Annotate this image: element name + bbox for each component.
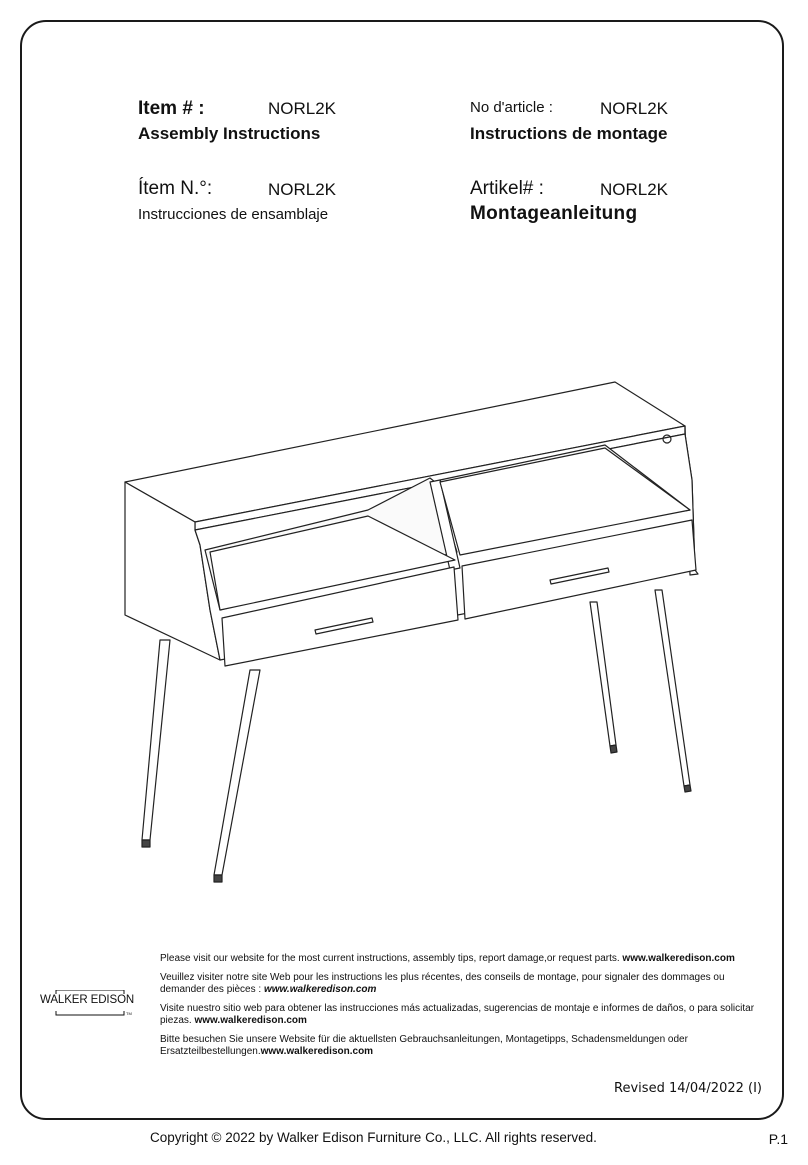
es-title: Instrucciones de ensamblaje: [138, 206, 329, 223]
website-link[interactable]: www.walkeredison.com: [263, 984, 377, 995]
de-item-label: Artikel# :: [470, 178, 544, 199]
logo-tm: TM: [126, 1011, 132, 1016]
note-de: [160, 1034, 766, 1058]
copyright-notice: Copyright © 2022 by Walker Edison Furniture Co., LLC. All rights reserved.: [150, 1130, 597, 1145]
item-value: NORL2K: [268, 99, 337, 118]
logo-text: WALKER EDISON: [40, 994, 135, 1006]
assembly-title: Assembly Instructions: [138, 124, 321, 143]
revision-date: Revised 14/04/2022 (I): [614, 1081, 762, 1096]
logo-bracket-icon: [40, 990, 140, 1020]
note-es: [160, 1003, 766, 1027]
console-table-illustration: [110, 370, 710, 900]
de-item-value: NORL2K: [600, 180, 669, 199]
page-number: P.1: [768, 1131, 788, 1147]
es-item-label: Ítem N.°:: [138, 178, 213, 199]
fr-item-label: No d'article :: [470, 99, 553, 116]
website-notes: [160, 953, 766, 1065]
fr-item-value: NORL2K: [600, 99, 669, 118]
website-link[interactable]: www.walkeredison.com: [194, 1015, 307, 1026]
note-en: [160, 953, 766, 965]
note-de-text: Bitte besuchen Sie unsere Website für die aktuellsten Gebrauchsanleitungen, Montagetipps, Schadensmeldungen oder Ersatzteilbestellungen.: [160, 1034, 688, 1057]
website-link[interactable]: www.walkeredison.com: [260, 1046, 374, 1057]
walker-edison-logo: [40, 990, 140, 1020]
fr-title: Instructions de montage: [470, 124, 668, 143]
website-link[interactable]: www.walkeredison.com: [622, 953, 735, 964]
es-item-value: NORL2K: [268, 180, 337, 199]
note-es-text: Visite nuestro sitio web para obtener las instrucciones más actualizadas, sugerencias de montaje e informes de daños, o para solicitar piezas.: [160, 1003, 755, 1026]
item-label: Item # :: [138, 98, 205, 119]
note-fr-text: Veuillez visiter notre site Web pour les instructions les plus récentes, des conseils de montage, pour signaler des dommages ou demander des pièces :: [160, 972, 725, 995]
note-fr: [160, 972, 766, 996]
de-title: Montageanleitung: [470, 203, 638, 224]
note-en-text: Please visit our website for the most current instructions, assembly tips, report damage,or request parts.: [160, 953, 623, 964]
